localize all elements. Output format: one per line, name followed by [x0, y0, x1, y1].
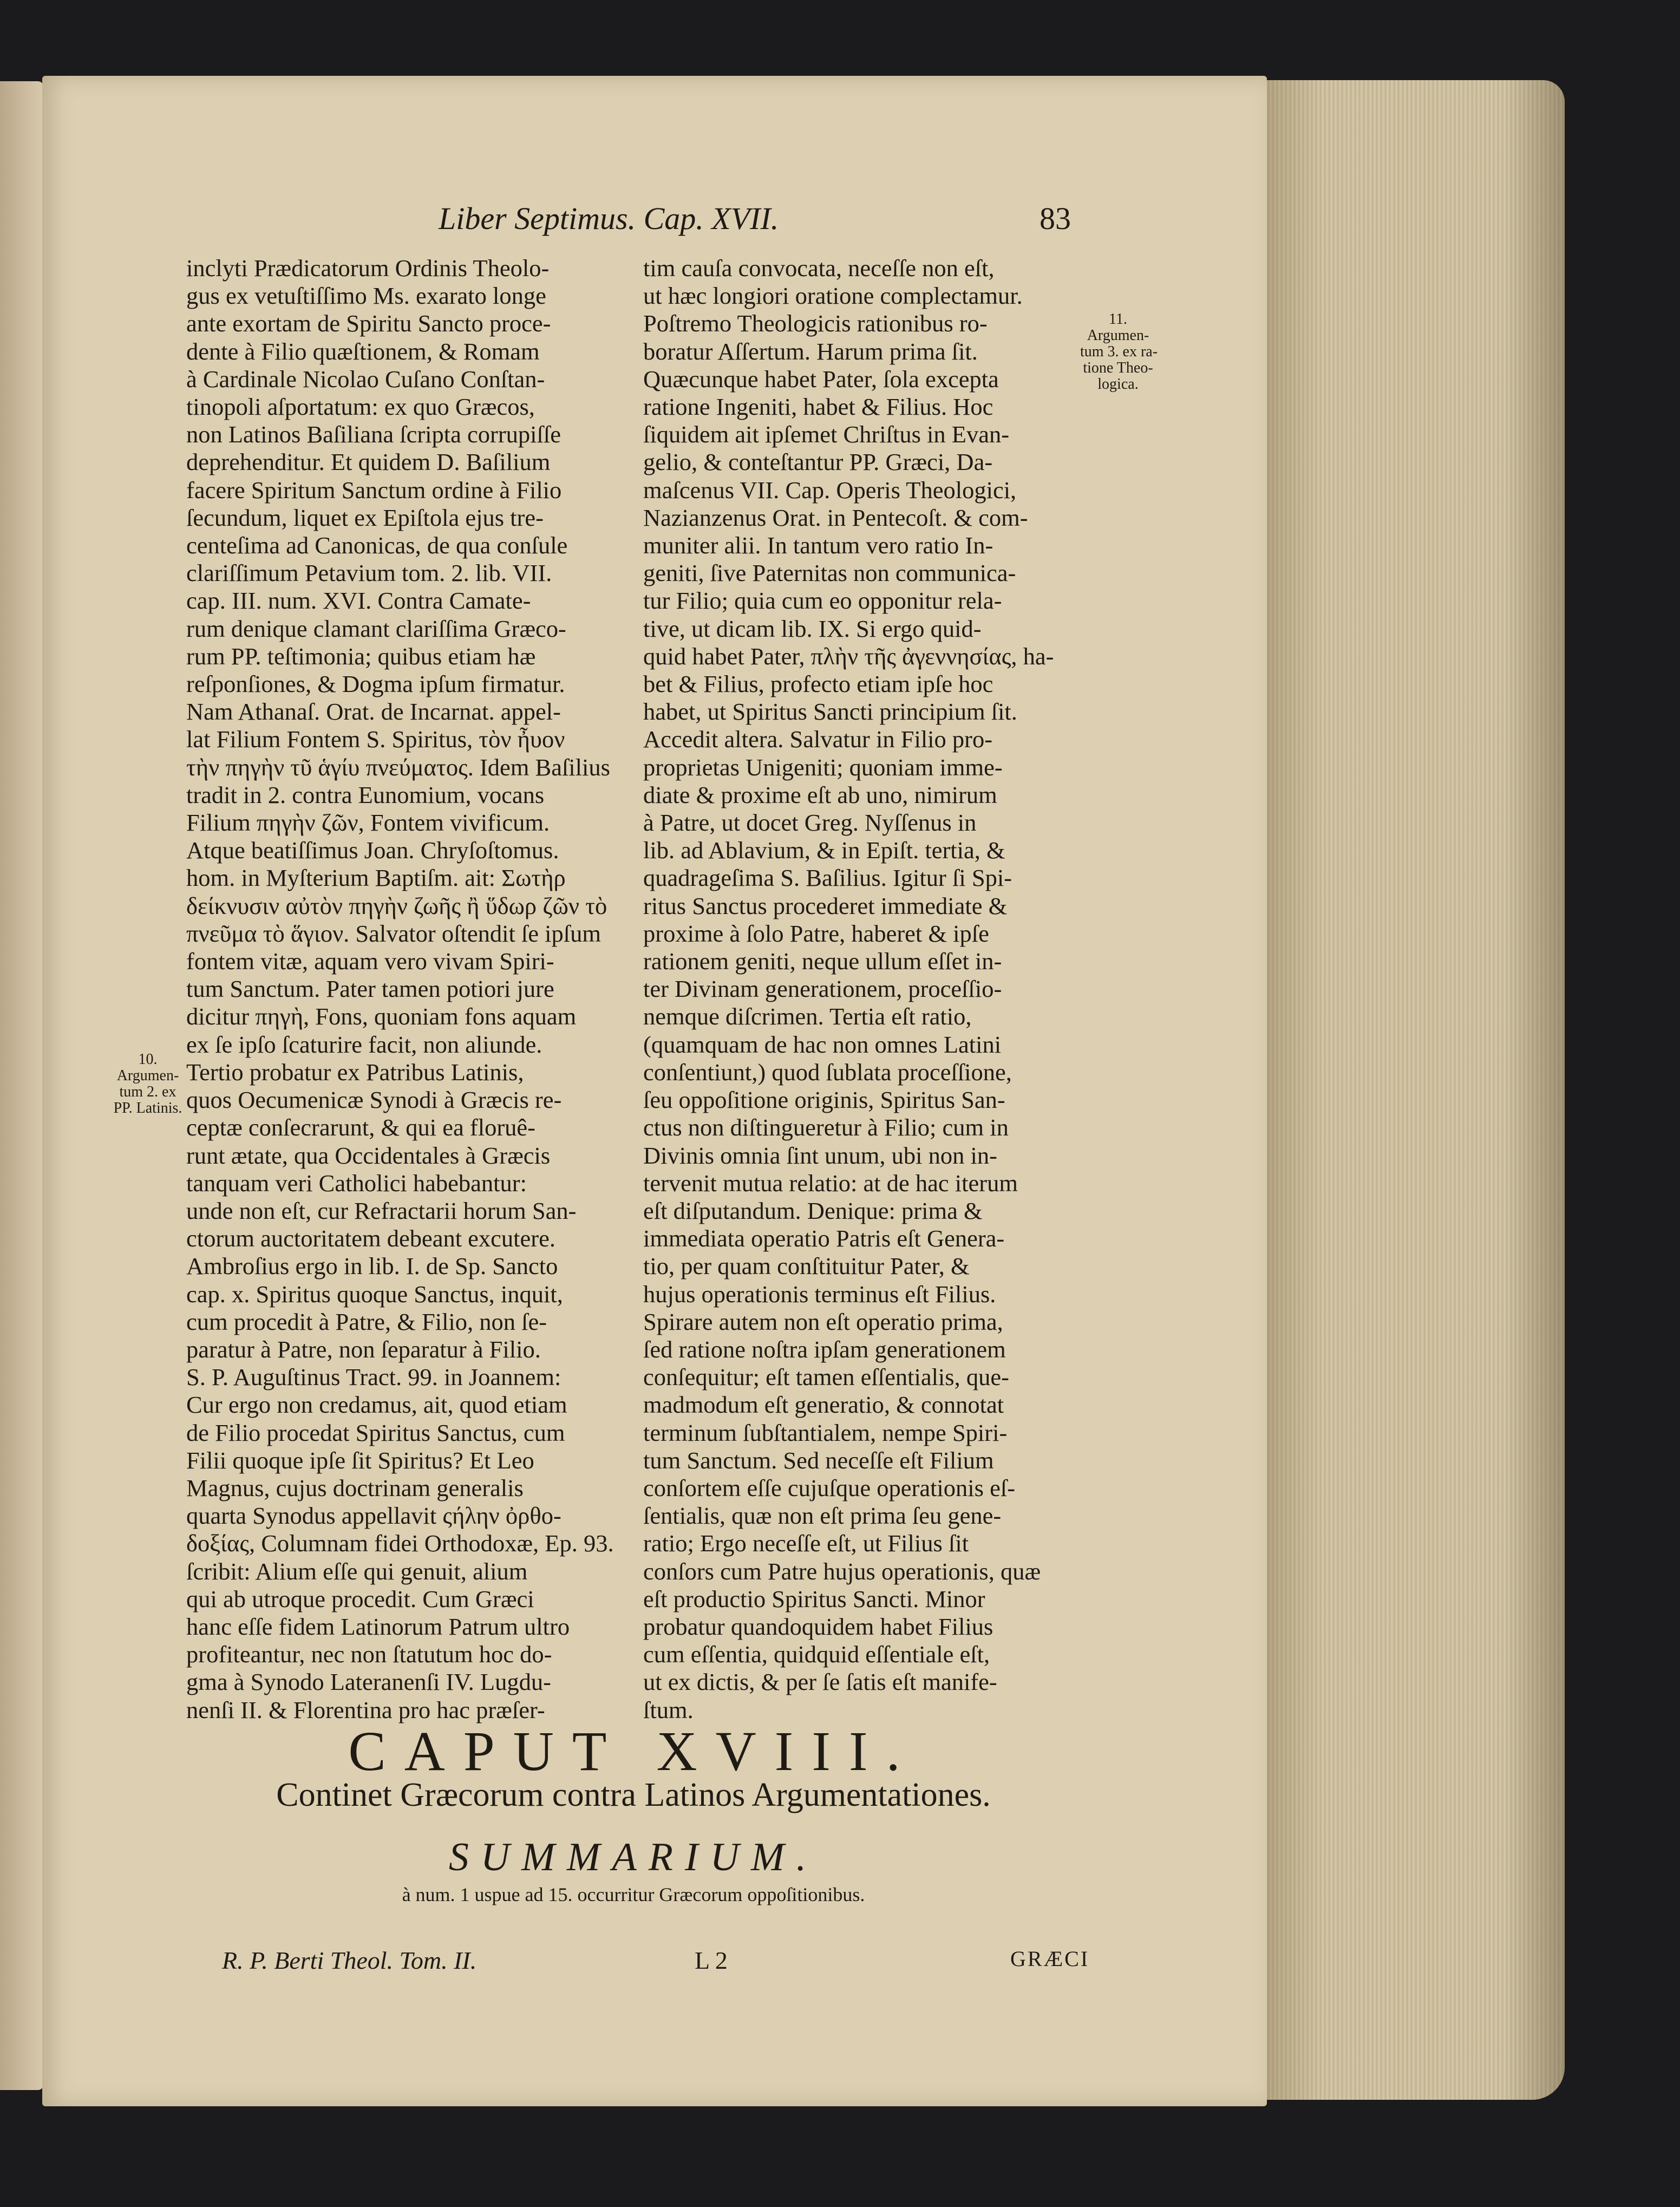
text-line: de Filio procedat Spiritus Sanctus, cum — [186, 1419, 565, 1446]
text-line: ſiquidem ait ipſemet Chriſtus in Evan- — [643, 421, 1010, 448]
text-line: (quamquam de hac non omnes Latini — [643, 1030, 1002, 1058]
text-line: ante exortam de Spiritu Sancto proce- — [186, 310, 551, 337]
text-line: ſeu oppoſitione originis, Spiritus San- — [643, 1086, 1005, 1114]
text-line: geniti, ſive Paternitas non communica- — [643, 559, 1016, 587]
text-line: Accedit altera. Salvatur in Filio pro- — [643, 726, 993, 753]
running-title: Liber Septimus. Cap. XVII. — [439, 201, 779, 236]
text-line: cum procedit à Patre, & Filio, non ſe- — [186, 1308, 547, 1335]
text-line: Nam Athanaſ. Orat. de Incarnat. appel- — [186, 698, 561, 726]
text-line: Tertio probatur ex Patribus Latinis, — [186, 1058, 524, 1086]
text-line: terminum ſubſtantialem, nempe Spiri- — [643, 1419, 1008, 1446]
text-line: gus ex vetuſtiſſimo Ms. exarato longe — [186, 282, 546, 310]
text-line: Divinis omnia ſint unum, ubi non in- — [643, 1141, 997, 1169]
text-line: facere Spiritum Sanctum ordine à Filio — [186, 476, 562, 504]
text-line: cap. x. Spiritus quoque Sanctus, inquit, — [186, 1280, 563, 1308]
text-line: ratio; Ergo neceſſe eſt, ut Filius ſit — [643, 1530, 969, 1557]
text-line: probatur quandoquidem habet Filius — [643, 1612, 993, 1640]
text-line: ſentialis, quæ non eſt prima ſeu gene- — [643, 1502, 1002, 1530]
page-edges-shading — [1261, 80, 1565, 2100]
text-line: lat Filium Fontem S. Spiritus, τὸν ἦυον — [186, 726, 565, 753]
running-header — [439, 200, 1088, 244]
text-line: diate & proxime eſt ab uno, nimirum — [643, 781, 997, 808]
text-line: ter Divinam generationem, proceſſio- — [643, 975, 1002, 1003]
text-line: Filium πηγὴν ζῶν, Fontem vivificum. — [186, 809, 550, 837]
text-line: madmodum eſt generatio, & connotat — [643, 1391, 1004, 1419]
text-line: cum eſſentia, quidquid eſſentiale eſt, — [643, 1641, 990, 1668]
left-page-edge — [0, 81, 43, 2090]
text-line: ſecundum, liquet ex Epiſtola ejus tre- — [186, 504, 544, 531]
text-line: ctorum auctoritatem debeant excutere. — [186, 1225, 555, 1252]
summary-line: à num. 1 uspue ad 15. occurritur Græcorum oppoſitionibus. — [402, 1884, 865, 1905]
text-line: muniter alii. In tantum vero ratio In- — [643, 532, 993, 559]
text-line: proprietas Unigeniti; quoniam imme- — [643, 753, 1003, 781]
text-line: Nazianzenus Orat. in Pentecoſt. & com- — [643, 504, 1028, 531]
text-line: πνεῦμα τὸ ἅγιον. Salvator oſtendit ſe ipſum — [186, 919, 602, 947]
text-line: à Patre, ut docet Greg. Nyſſenus in — [643, 809, 977, 837]
text-line: cap. III. num. XVI. Contra Camate- — [186, 587, 531, 615]
text-line: hom. in Myſterium Baptiſm. ait: Σωτὴρ — [186, 864, 566, 892]
text-line: ex ſe ipſo ſcaturire facit, non aliunde. — [186, 1030, 542, 1058]
text-line: rum denique clamant clariſſima Græco- — [186, 615, 566, 642]
text-line: deprehenditur. Et quidem D. Baſilium — [186, 448, 551, 476]
text-line: eſt productio Spiritus Sancti. Minor — [643, 1585, 985, 1612]
text-line: fontem vitæ, aquam vero vivam Spiri- — [186, 948, 554, 975]
text-line: runt ætate, qua Occidentales à Græcis — [186, 1141, 551, 1169]
text-line: tervenit mutua relatio: at de hac iterum — [643, 1169, 1018, 1197]
text-line: tim cauſa convocata, neceſſe non eſt, — [643, 254, 995, 282]
text-line: Atque beatiſſimus Joan. Chryſoſtomus. — [186, 837, 559, 864]
text-line: conſequitur; eſt tamen eſſentialis, que- — [643, 1363, 1009, 1391]
text-line: Spirare autem non eſt operatio prima, — [643, 1308, 1003, 1335]
text-line: hanc eſſe fidem Latinorum Patrum ultro — [186, 1612, 570, 1640]
text-line: Ambroſius ergo in lib. I. de Sp. Sancto — [186, 1252, 558, 1280]
text-line: ritus Sanctus procederet immediate & — [643, 892, 1008, 919]
text-line: ut ex dictis, & per ſe ſatis eſt manife- — [643, 1668, 997, 1696]
text-line: quid habet Pater, πλὴν τῆς ἀγεννησίας, ha- — [643, 642, 1054, 670]
left-column — [186, 254, 614, 1724]
text-line: lib. ad Ablavium, & in Epiſt. tertia, & — [643, 837, 1005, 864]
text-line: hujus operationis terminus eſt Filius. — [643, 1280, 996, 1308]
text-line: conſentiunt,) quod ſublata proceſſione, — [643, 1058, 1012, 1086]
margin-note-10: 10. Argumen- tum 2. ex PP. Latinis. — [113, 1051, 182, 1116]
text-line: dicitur πηγὴ, Fons, quoniam fons aquam — [186, 1003, 577, 1030]
text-line: quos Oecumenicæ Synodi à Græcis re- — [186, 1086, 562, 1114]
text-line: tive, ut dicam lib. IX. Si ergo quid- — [643, 615, 982, 642]
chapter-subtitle: Continet Græcorum contra Latinos Argumentationes. — [276, 1777, 991, 1813]
text-line: tradit in 2. contra Eunomium, vocans — [186, 781, 545, 808]
text-line: rum PP. teſtimonia; quibus etiam hæ — [186, 642, 536, 670]
text-line: δείκνυσιν αὐτὸν πηγὴν ζωῆς ἢ ὕδωρ ζῶν τὸ — [186, 892, 607, 919]
text-line: S. P. Auguſtinus Tract. 99. in Joannem: — [186, 1363, 561, 1391]
text-line: à Cardinale Nicolao Cuſano Conſtan- — [186, 365, 545, 393]
text-line: gma à Synodo Lateranenſi IV. Lugdu- — [186, 1668, 551, 1696]
text-line: ſed ratione noſtra ipſam generationem — [643, 1335, 1006, 1363]
text-line: tio, per quam conſtituitur Pater, & — [643, 1252, 970, 1280]
text-line: tur Filio; quia cum eo opponitur rela- — [643, 587, 1002, 615]
text-line: maſcenus VII. Cap. Operis Theologici, — [643, 476, 1017, 504]
text-line: τὴν πηγὴν τῦ ἁγίυ πνεύματος. Idem Baſilius — [186, 753, 610, 781]
text-line: dente à Filio quæſtionem, & Romam — [186, 337, 540, 365]
text-line: bet & Filius, profecto etiam ipſe hoc — [643, 670, 993, 698]
text-line: habet, ut Spiritus Sancti principium ſit. — [643, 698, 1017, 726]
right-column — [643, 254, 1054, 1724]
text-line: tinopoli aſportatum: ex quo Græcos, — [186, 393, 535, 421]
text-line: ctus non diſtingueretur à Filio; cum in — [643, 1114, 1009, 1141]
chapter-heading: CAPUT XVIII. — [348, 1720, 919, 1782]
footer-catchword: GRÆCI — [1010, 1947, 1090, 1971]
text-line: quarta Synodus appellavit ςήλην ὀρθο- — [186, 1502, 561, 1530]
text-line: paratur à Patre, non ſeparatur à Filio. — [186, 1335, 541, 1363]
text-line: quadrageſima S. Baſilius. Igitur ſi Spi- — [643, 864, 1012, 892]
text-line: boratur Aſſertum. Harum prima ſit. — [643, 337, 978, 365]
text-line: Filii quoque ipſe ſit Spiritus? Et Leo — [186, 1446, 534, 1474]
margin-note-11: 11. Argumen- tum 3. ex ra- tione Theo- logica. — [1080, 311, 1158, 393]
text-line: ratione Ingeniti, habet & Filius. Hoc — [643, 393, 993, 421]
text-line: conſortem eſſe cujuſque operationis eſ- — [643, 1474, 1016, 1501]
text-line: rationem geniti, neque ullum eſſet in- — [643, 948, 1002, 975]
text-line: unde non eſt, cur Refractarii horum San- — [186, 1197, 577, 1224]
text-line: ſtum. — [643, 1696, 694, 1723]
text-line: Poſtremo Theologicis rationibus ro- — [643, 310, 988, 337]
page-number: 83 — [1040, 201, 1071, 236]
text-line: clariſſimum Petavium tom. 2. lib. VII. — [186, 559, 552, 587]
text-line: qui ab utroque procedit. Cum Græci — [186, 1585, 534, 1612]
text-line: tum Sanctum. Sed neceſſe eſt Filium — [643, 1446, 994, 1474]
text-line: ut hæc longiori oratione complectamur. — [643, 282, 1023, 310]
text-line: Cur ergo non credamus, ait, quod etiam — [186, 1391, 567, 1419]
text-line: centeſima ad Canonicas, de qua conſule — [186, 532, 568, 559]
text-line: nenſi II. & Florentina pro hac præſer- — [186, 1696, 545, 1723]
text-line: tanquam veri Catholici habebantur: — [186, 1169, 527, 1197]
text-line: gelio, & conteſtantur PP. Græci, Da- — [643, 448, 993, 476]
text-line: tum Sanctum. Pater tamen potiori jure — [186, 975, 554, 1003]
text-line: δοξίας, Columnam fidei Orthodoxæ, Ep. 93. — [186, 1530, 614, 1557]
text-line: reſponſiones, & Dogma ipſum firmatur. — [186, 670, 565, 698]
text-line: conſors cum Patre hujus operationis, quæ — [643, 1557, 1041, 1585]
text-line: Quæcunque habet Pater, ſola excepta — [643, 365, 999, 393]
text-line: ceptæ conſecrarunt, & qui ea floruê- — [186, 1114, 535, 1141]
summarium-heading: SUMMARIUM. — [448, 1835, 819, 1879]
footer-gathering: L 2 — [695, 1947, 728, 1974]
text-line: profiteantur, nec non ſtatutum hoc do- — [186, 1641, 552, 1668]
text-line: inclyti Prædicatorum Ordinis Theolo- — [186, 254, 550, 282]
text-line: nemque diſcrimen. Tertia eſt ratio, — [643, 1003, 972, 1030]
text-line: immediata operatio Patris eſt Genera- — [643, 1225, 1005, 1252]
text-line: non Latinos Baſiliana ſcripta corrupiſſe — [186, 421, 561, 448]
text-line: proxime à ſolo Patre, haberet & ipſe — [643, 919, 989, 947]
text-line: Magnus, cujus doctrinam generalis — [186, 1474, 524, 1501]
text-line: ſcribit: Alium eſſe qui genuit, alium — [186, 1557, 528, 1585]
footer-signature: R. P. Berti Theol. Tom. II. — [222, 1947, 477, 1974]
text-line: eſt diſputandum. Denique: prima & — [643, 1197, 983, 1224]
